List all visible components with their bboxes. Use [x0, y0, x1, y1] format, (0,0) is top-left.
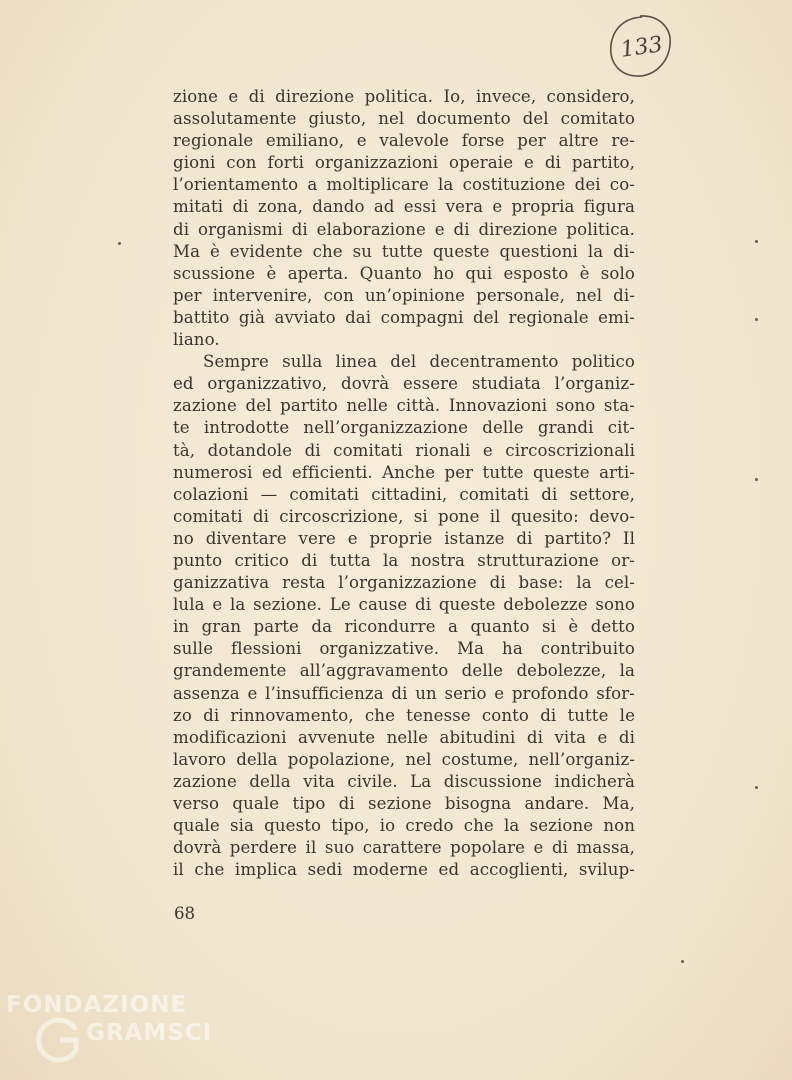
text-line: zione e di direzione politica. Io, invece, considero, — [173, 87, 635, 106]
watermark — [6, 990, 213, 1070]
text-line: lula e la sezione. Le cause di queste debolezze sono — [173, 595, 635, 615]
text-line: mitati di zona, dando ad essi vera e propria figura — [173, 197, 635, 217]
handwritten-page-mark — [604, 10, 676, 82]
handwritten-number: 133 — [619, 32, 665, 63]
text-line: tà, dotandole di comitati rionali e circoscrizionali — [173, 440, 635, 460]
text-line: punto critico di tutta la nostra strutturazione or- — [173, 550, 635, 570]
text-line: per intervenire, con un’opinione personale, nel di- — [173, 285, 635, 305]
text-line: Ma è evidente che su tutte queste questioni la di- — [173, 241, 635, 261]
text-line: gioni con forti organizzazioni operaie e di partito, — [173, 153, 635, 173]
text-line: battito già avviato dai compagni del regionale emi- — [173, 307, 635, 327]
text-line: sulle flessioni organizzative. Ma ha contribuito — [173, 639, 635, 659]
gramsci-logo-icon — [30, 1012, 86, 1068]
text-line: Sempre sulla linea del decentramento politico — [203, 352, 635, 372]
watermark-line2: GRAMSCI — [86, 1020, 213, 1046]
text-line: no diventare vere e proprie istanze di partito? Il — [173, 528, 635, 548]
text-line: dovrà perdere il suo carattere popolare e di massa, — [173, 838, 635, 858]
paper-speck — [681, 960, 684, 963]
circled-number-mark — [604, 10, 676, 82]
text-line: te introdotte nell’organizzazione delle grandi cit- — [173, 418, 635, 438]
text-line: zo di rinnovamento, che tenesse conto di tutte le — [173, 705, 635, 725]
paper-speck — [755, 786, 758, 789]
text-line: comitati di circoscrizione, si pone il quesito: devo- — [173, 506, 635, 526]
text-line: zazione della vita civile. La discussione indicherà — [173, 771, 635, 791]
text-line: lavoro della popolazione, nel costume, nell’organiz- — [173, 749, 635, 769]
body-text — [173, 86, 635, 881]
text-line: verso quale tipo di sezione bisogna andare. Ma, — [173, 794, 635, 813]
page-number: 68 — [174, 904, 196, 923]
text-line: liano. — [173, 330, 220, 350]
text-line: in gran parte da ricondurre a quanto si è detto — [173, 617, 635, 637]
text-line: ganizzativa resta l’organizzazione di base: la cel- — [173, 573, 635, 593]
text-line: colazioni — comitati cittadini, comitati di settore, — [173, 484, 635, 504]
text-line: quale sia questo tipo, io credo che la sezione non — [173, 816, 635, 836]
text-line: regionale emiliano, e valevole forse per altre re- — [173, 131, 635, 151]
text-line: numerosi ed efficienti. Anche per tutte queste arti- — [173, 462, 635, 482]
paper-speck — [755, 478, 758, 481]
watermark-line1: FONDAZIONE — [6, 992, 188, 1018]
paper-speck — [755, 240, 758, 243]
text-line: assenza e l’insufficienza di un serio e profondo sfor- — [173, 683, 635, 703]
text-line: l’orientamento a moltiplicare la costituzione dei co- — [173, 175, 635, 195]
text-line: scussione è aperta. Quanto ho qui esposto è solo — [173, 263, 635, 283]
paper-speck — [755, 318, 758, 321]
text-line: zazione del partito nelle città. Innovazioni sono sta- — [173, 396, 635, 416]
text-line: di organismi di elaborazione e di direzione politica. — [173, 219, 635, 239]
text-line: assolutamente giusto, nel documento del comitato — [173, 109, 635, 129]
paper-speck — [118, 242, 121, 245]
text-line: modificazioni avvenute nelle abitudini di vita e di — [173, 727, 635, 747]
text-line: il che implica sedi moderne ed accoglienti, svilup- — [173, 860, 635, 880]
text-line: ed organizzativo, dovrà essere studiata l’organiz- — [173, 374, 635, 394]
text-line: grandemente all’aggravamento delle debolezze, la — [173, 661, 635, 681]
